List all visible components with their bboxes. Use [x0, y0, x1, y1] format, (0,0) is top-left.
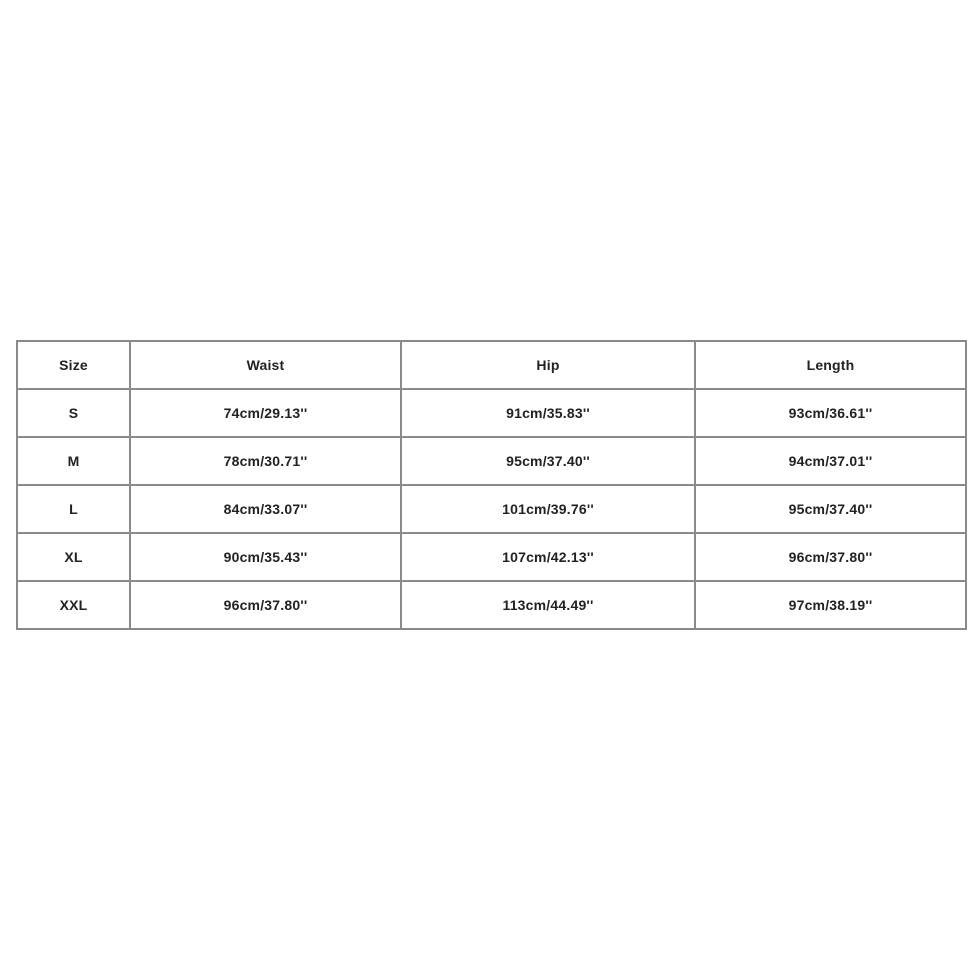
length-cell: 95cm/37.40'': [695, 485, 966, 533]
length-cell: 97cm/38.19'': [695, 581, 966, 629]
size-cell: XL: [17, 533, 130, 581]
hip-cell: 107cm/42.13'': [401, 533, 695, 581]
hip-cell: 95cm/37.40'': [401, 437, 695, 485]
waist-cell: 74cm/29.13'': [130, 389, 401, 437]
size-cell: L: [17, 485, 130, 533]
table-row: [17, 581, 966, 629]
waist-cell: 78cm/30.71'': [130, 437, 401, 485]
hip-cell: 91cm/35.83'': [401, 389, 695, 437]
header-row: [17, 341, 966, 389]
size-cell: XXL: [17, 581, 130, 629]
length-cell: 93cm/36.61'': [695, 389, 966, 437]
table-row: [17, 389, 966, 437]
length-cell: 96cm/37.80'': [695, 533, 966, 581]
header-size: Size: [17, 341, 130, 389]
table-row: [17, 485, 966, 533]
waist-cell: 96cm/37.80'': [130, 581, 401, 629]
size-cell: S: [17, 389, 130, 437]
waist-cell: 90cm/35.43'': [130, 533, 401, 581]
header-hip: Hip: [401, 341, 695, 389]
hip-cell: 101cm/39.76'': [401, 485, 695, 533]
hip-cell: 113cm/44.49'': [401, 581, 695, 629]
header-length: Length: [695, 341, 966, 389]
size-chart-table: [16, 340, 967, 630]
table-row: [17, 533, 966, 581]
header-waist: Waist: [130, 341, 401, 389]
size-cell: M: [17, 437, 130, 485]
waist-cell: 84cm/33.07'': [130, 485, 401, 533]
length-cell: 94cm/37.01'': [695, 437, 966, 485]
table-row: [17, 437, 966, 485]
